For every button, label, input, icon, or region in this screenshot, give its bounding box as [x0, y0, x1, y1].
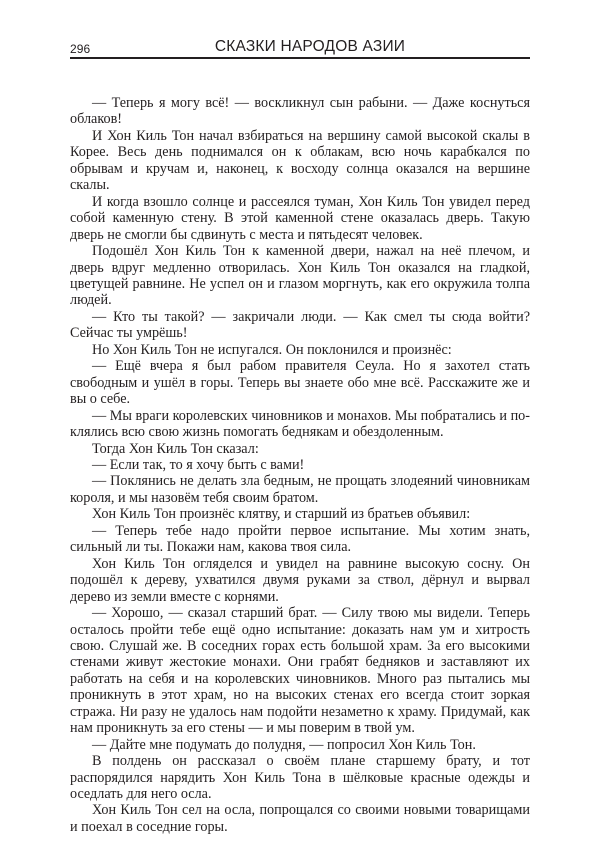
paragraph: — Кто ты такой? — закричали люди. — Как смел ты сюда войти? Сейчас ты умрёшь!	[70, 308, 530, 342]
paragraph: Тогда Хон Киль Тон сказал:	[92, 440, 259, 457]
paragraph: И когда взошло солнце и рассеялся туман, Хон Киль Тон увидел перед собой каменную стену. В этой каменной стене оказалась дверь. Такую дверь не смогли бы сдвинуть с места и пятьдесят человек.	[70, 193, 530, 243]
paragraph: — Ещё вчера я был рабом правителя Сеула. Но я захотел стать свободным и ушёл в горы. Теперь вы знаете обо мне всё. Расскажите же и вы о себе.	[70, 358, 530, 408]
paragraph: — Хорошо, — сказал старший брат. — Силу твою мы видели. Теперь осталось пройти тебе ещё одно испытание: доказать нам ум и хитрость свою. Слушай же. В соседних горах есть большой храм. За его высокими стенами живут жестокие монахи. Они грабят бедняков и заставляют их работать на себя и на королевских чиновников. Много раз пытались мы проникнуть в этот храм, но на высоких стенах его всегда стоит зоркая стража. Ни разу не удалось нам подойти незаметно к храму. Придумай, как нам проникнуть за его стены — и мы поверим в твой ум.	[70, 605, 530, 737]
header-rule	[70, 57, 530, 59]
paragraph: В полдень он рассказал о своём плане старшему брату, и тот распорядился нарядить Хон Киль Тона в шёлковые красные одежды и оседлать для него осла.	[70, 753, 530, 803]
paragraph: — Мы враги королевских чиновников и монахов. Мы побратались и поклялись всю свою жизнь помогать беднякам и обездоленным.	[70, 407, 530, 441]
paragraph: — Если так, то я хочу быть с вами!	[92, 456, 305, 473]
paragraph: Хон Киль Тон огляделся и увидел на равнине высокую сосну. Он подошёл к дереву, ухватился двумя руками за ствол, дёрнул и вырвал дерево из земли вместе с корнями.	[70, 555, 530, 605]
paragraph: Подошёл Хон Киль Тон к каменной двери, нажал на неё плечом, и дверь вдруг медленно отворилась. Хон Киль Тон оказался на гладкой, цветущей равнине. Не успел он и глазом моргнуть, как его окружила толпа людей.	[70, 243, 530, 309]
page-number: 296	[70, 42, 91, 56]
body-text	[70, 95, 530, 835]
paragraph: Но Хон Киль Тон не испугался. Он поклонился и произнёс:	[92, 341, 452, 358]
paragraph: — Теперь тебе надо пройти первое испытание. Мы хотим знать, сильный ли ты. Покажи нам, какова твоя сила.	[70, 522, 530, 556]
paragraph: — Теперь я могу всё! — воскликнул сын рабыни. — Даже коснуться облаков!	[70, 95, 530, 128]
paragraph: — Дайте мне подумать до полудня, — попросил Хон Киль Тон.	[92, 736, 476, 753]
paragraph: И Хон Киль Тон начал взбираться на вершину самой высокой скалы в Корее. Весь день поднимался он к облакам, всю ночь карабкался по обрывам и кручам и, наконец, к восходу солнца оказался на вершине скалы.	[70, 127, 530, 194]
running-title: СКАЗКИ НАРОДОВ АЗИИ	[214, 38, 406, 55]
running-head	[70, 38, 530, 58]
paragraph: — Поклянись не делать зла бедным, не прощать злодеяний чиновникам короля, и мы назовём тебя своим братом.	[70, 473, 530, 506]
paragraph: Хон Киль Тон произнёс клятву, и старший из братьев объявил:	[92, 506, 471, 523]
paragraph: Хон Киль Тон сел на осла, попрощался со своими новыми товарищами и поехал в соседние горы.	[70, 802, 530, 835]
